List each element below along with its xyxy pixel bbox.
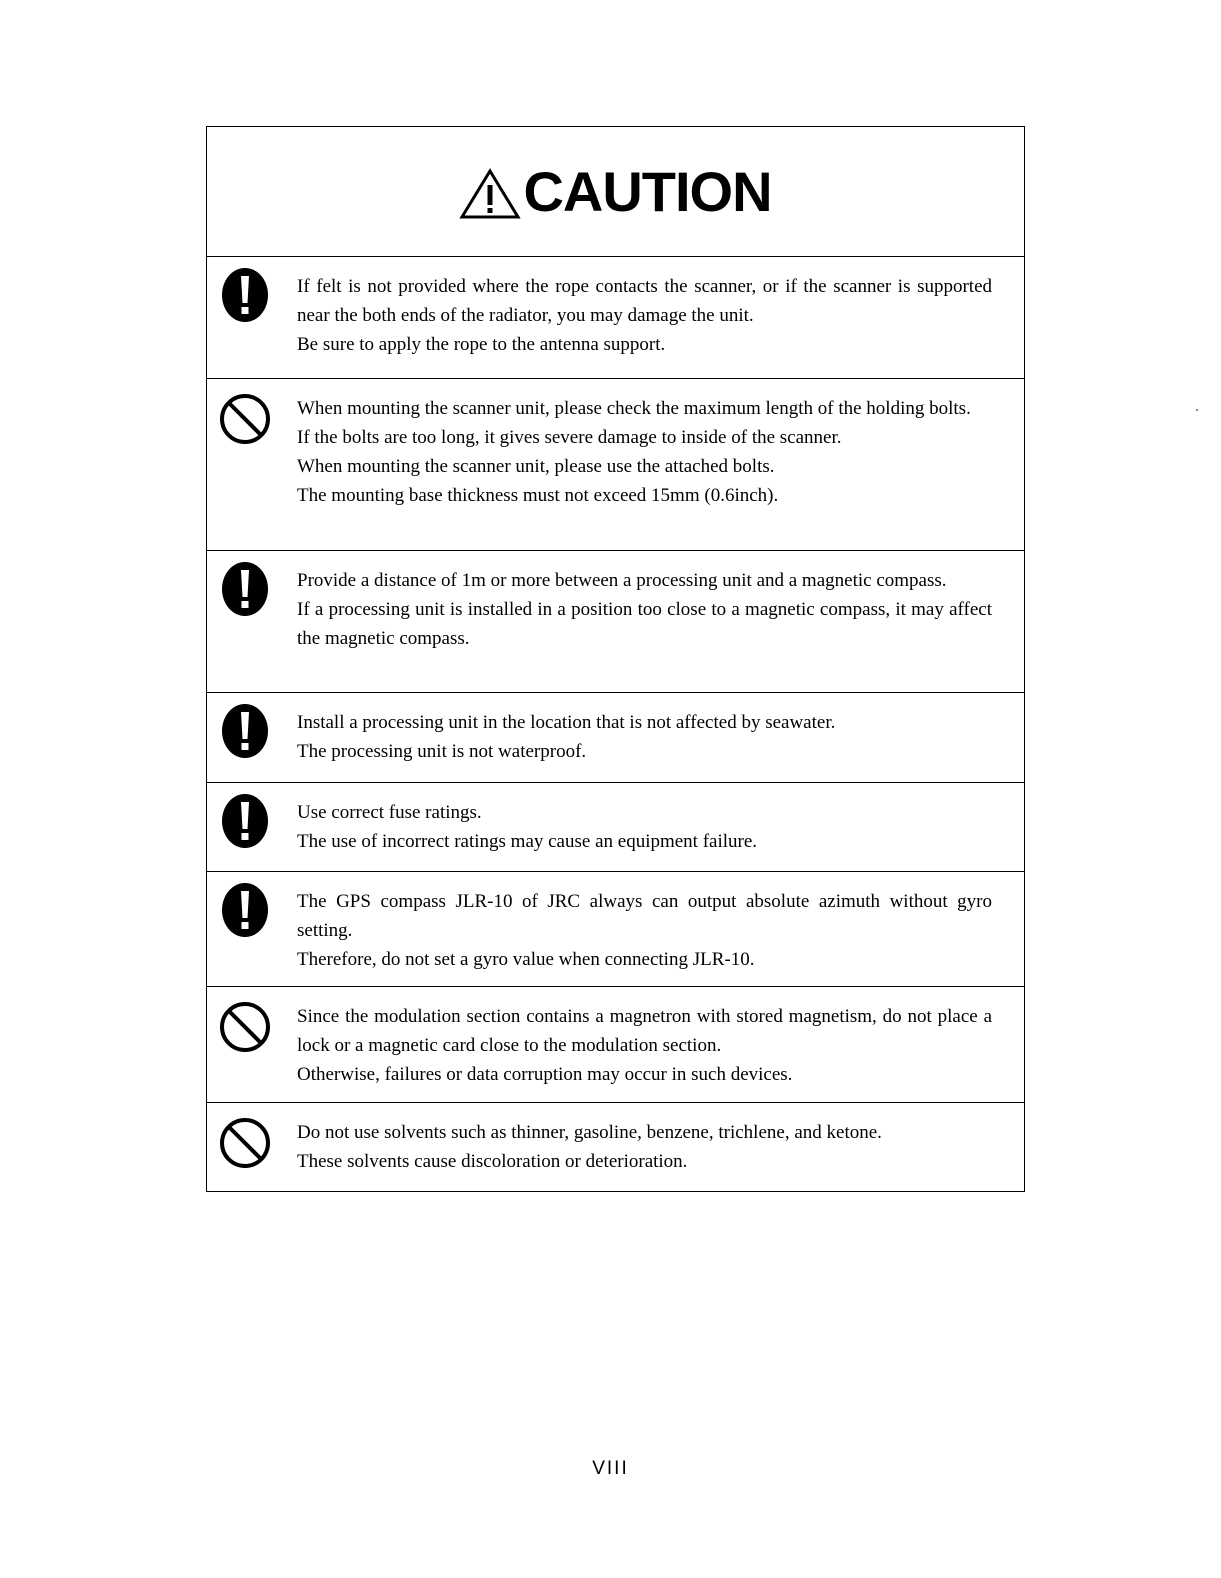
- mandatory-exclamation-icon: [219, 561, 275, 617]
- caution-line: If felt is not provided where the rope contacts the scanner, or if the scanner is supported near the both ends of the radiator, you may damage the unit.: [297, 276, 992, 326]
- caution-item-4: [207, 693, 1024, 783]
- caution-line: When mounting the scanner unit, please check the maximum length of the holding bolts.: [297, 398, 971, 419]
- caution-item-3: [207, 551, 1024, 693]
- caution-line: Be sure to apply the rope to the antenna support.: [297, 334, 666, 355]
- caution-header: [207, 127, 1024, 257]
- caution-line: Therefore, do not set a gyro value when connecting JLR-10.: [297, 949, 755, 970]
- caution-item-text: [297, 566, 992, 653]
- caution-item-text: [297, 1118, 992, 1176]
- prohibition-icon: [219, 389, 275, 445]
- caution-line: Install a processing unit in the location that is not affected by seawater.: [297, 712, 836, 733]
- mandatory-exclamation-icon: [219, 882, 275, 938]
- warning-triangle-icon: [459, 168, 521, 220]
- caution-line: Otherwise, failures or data corruption may occur in such devices.: [297, 1064, 793, 1085]
- caution-line: If the bolts are too long, it gives severe damage to inside of the scanner.: [297, 427, 842, 448]
- caution-line: The use of incorrect ratings may cause an equipment failure.: [297, 831, 758, 852]
- page-number: VIII: [592, 1458, 629, 1479]
- mandatory-exclamation-icon: [219, 267, 275, 323]
- mandatory-exclamation-icon: [219, 703, 275, 759]
- caution-box: [206, 126, 1025, 1192]
- caution-item-8: [207, 1103, 1024, 1192]
- caution-title: [459, 159, 772, 223]
- caution-line: Do not use solvents such as thinner, gasoline, benzene, trichlene, and ketone.: [297, 1122, 882, 1143]
- caution-item-text: [297, 887, 992, 974]
- caution-item-5: [207, 783, 1024, 872]
- caution-item-6: [207, 872, 1024, 987]
- caution-line: The GPS compass JLR-10 of JRC always can output absolute azimuth without gyro setting.: [297, 891, 992, 941]
- caution-item-1: [207, 257, 1024, 379]
- mandatory-exclamation-icon: [219, 793, 275, 849]
- caution-line: Use correct fuse ratings.: [297, 802, 482, 823]
- caution-line: If a processing unit is installed in a position too close to a magnetic compass, it may affect the magnetic compass.: [297, 599, 992, 649]
- caution-item-2: [207, 379, 1024, 551]
- prohibition-icon: [219, 1113, 275, 1169]
- caution-line: These solvents cause discoloration or deterioration.: [297, 1151, 688, 1172]
- caution-line: Provide a distance of 1m or more between a processing unit and a magnetic compass.: [297, 570, 947, 591]
- caution-item-text: [297, 1002, 992, 1089]
- caution-title-text: CAUTION: [523, 159, 772, 223]
- scan-speck: [1196, 409, 1198, 411]
- caution-item-text: [297, 708, 992, 766]
- caution-item-text: [297, 272, 992, 359]
- caution-item-text: [297, 394, 992, 510]
- caution-item-7: [207, 987, 1024, 1103]
- caution-line: The mounting base thickness must not exceed 15mm (0.6inch).: [297, 485, 779, 506]
- caution-line: When mounting the scanner unit, please use the attached bolts.: [297, 456, 775, 477]
- prohibition-icon: [219, 997, 275, 1053]
- caution-line: The processing unit is not waterproof.: [297, 741, 587, 762]
- caution-line: Since the modulation section contains a magnetron with stored magnetism, do not place a lock or a magnetic card close to the modulation section.: [297, 1006, 992, 1056]
- caution-item-text: [297, 798, 992, 856]
